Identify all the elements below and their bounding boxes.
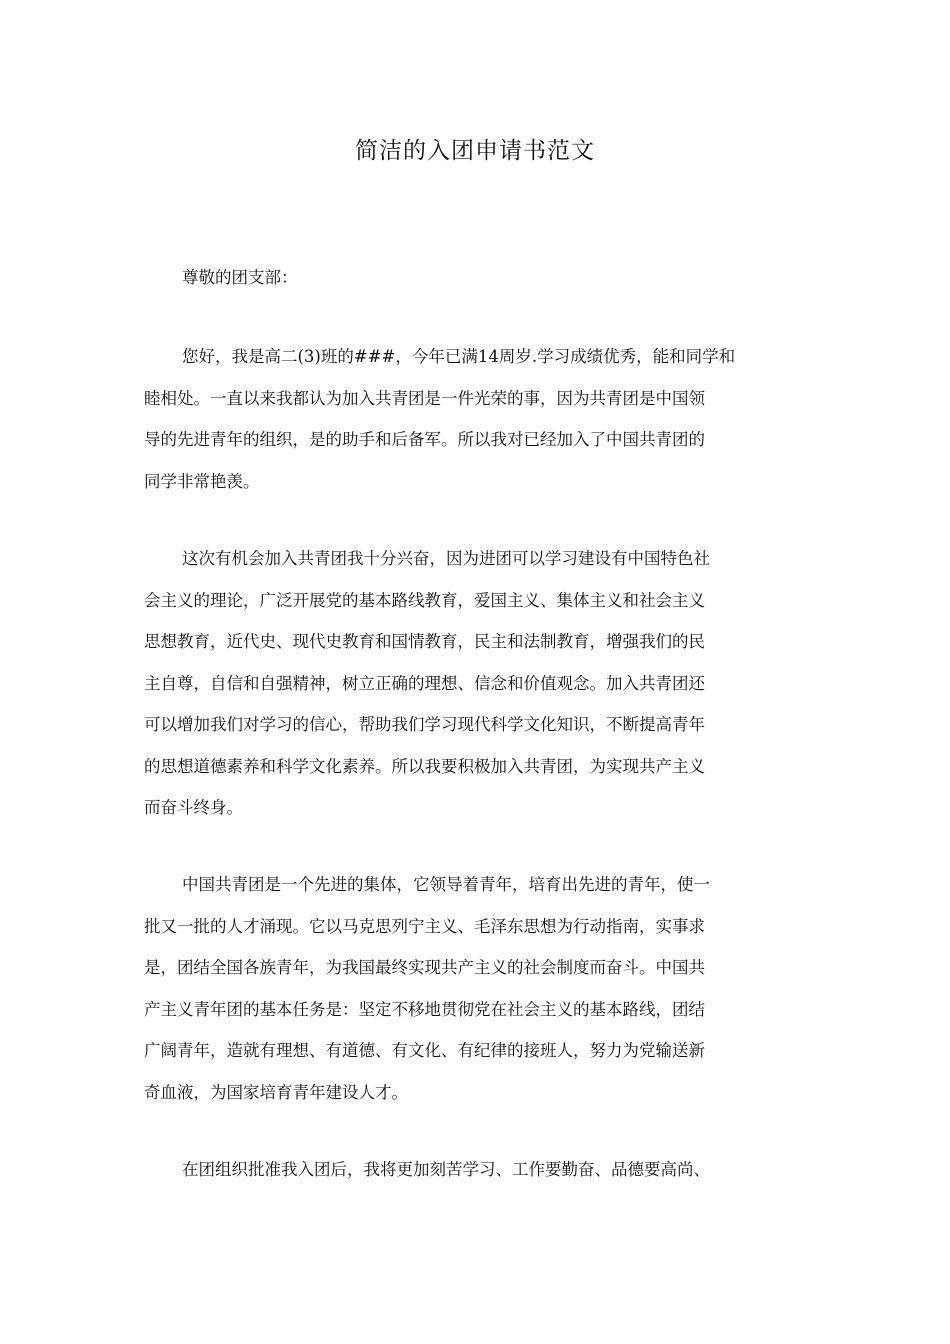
paragraph-line: 的思想道德素养和科学文化素养。所以我要积极加入共青团，为实现共产主义	[144, 756, 705, 776]
paragraph-line: 会主义的理论，广泛开展党的基本路线教育，爱国主义、集体主义和社会主义	[144, 590, 705, 610]
paragraph-1	[144, 336, 804, 502]
paragraph-line: 您好，我是高二(3)班的###，今年已满14周岁.学习成绩优秀，能和同学和	[182, 347, 736, 366]
paragraph-line: 广阔青年，造就有理想、有道德、有文化、有纪律的接班人，努力为党输送新	[144, 1041, 705, 1060]
paragraph-line: 是，团结全国各族青年，为我国最终实现共产主义的社会制度而奋斗。中国共	[144, 958, 705, 977]
paragraph-line: 批又一批的人才涌现。它以马克思列宁主义、毛泽东思想为行动指南，实事求	[144, 916, 705, 936]
document-title: 简洁的入团申请书范文	[355, 138, 595, 164]
paragraph-3	[144, 864, 804, 1113]
paragraph-line: 奇血液，为国家培育青年建设人才。	[144, 1082, 408, 1102]
paragraph-line: 可以增加我们对学习的信心，帮助我们学习现代科学文化知识，不断提高青年	[144, 715, 705, 734]
paragraph-line: 产主义青年团的基本任务是：坚定不移地贯彻党在社会主义的基本路线，团结	[144, 999, 705, 1019]
paragraph-line: 导的先进青年的组织，是的助手和后备军。所以我对已经加入了中国共青团的	[144, 430, 705, 449]
paragraph-line: 思想教育，近代史、现代史教育和国情教育，民主和法制教育，增强我们的民	[144, 632, 705, 651]
paragraph-line: 而奋斗终身。	[144, 798, 243, 817]
paragraph-line: 主自尊，自信和自强精神，树立正确的理想、信念和价值观念。加入共青团还	[144, 673, 705, 693]
salutation: 尊敬的团支部：	[182, 268, 298, 287]
paragraph-line: 睦相处。一直以来我都认为加入共青团是一件光荣的事，因为共青团是中国领	[144, 388, 705, 408]
paragraph-line: 中国共青团是一个先进的集体，它领导着青年，培育出先进的青年，使一	[182, 875, 710, 894]
paragraph-line: 同学非常艳羡。	[144, 471, 260, 491]
paragraph-line: 这次有机会加入共青团我十分兴奋，因为进团可以学习建设有中国特色社	[182, 549, 710, 568]
paragraph-4	[144, 1149, 804, 1191]
paragraph-line: 在团组织批准我入团后，我将更加刻苦学习、工作要勤奋、品德要高尚、	[182, 1160, 710, 1179]
paragraph-2	[144, 538, 804, 829]
